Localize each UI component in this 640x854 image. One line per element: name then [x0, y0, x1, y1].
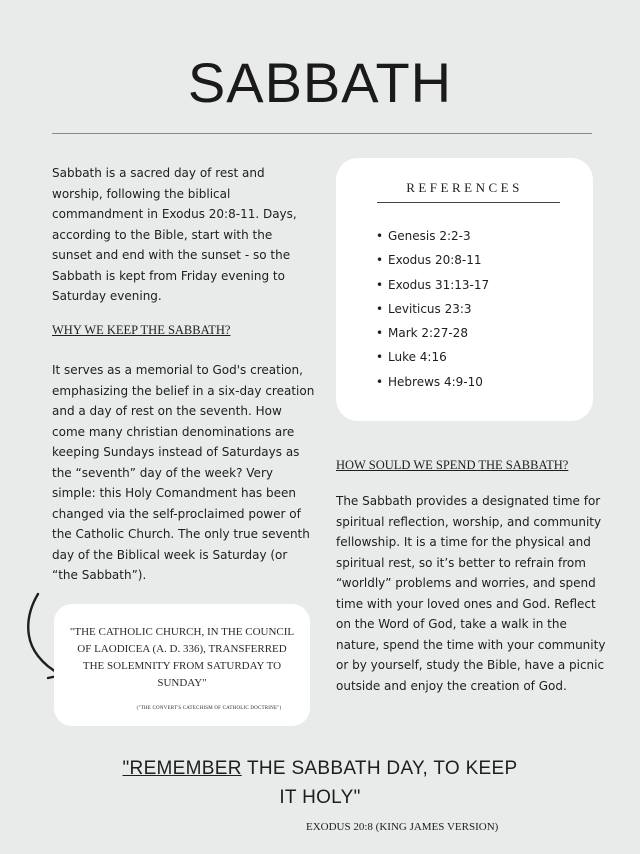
reference-item: • Genesis 2:2-3 [374, 224, 489, 248]
quote-source: ("THE CONVERT'S CATECHISM OF CATHOLIC DOCTRINE") [136, 706, 282, 711]
why-heading: WHY WE KEEP THE SABBATH? [52, 323, 231, 337]
references-list [374, 224, 489, 394]
page-title: SABBATH [187, 51, 453, 114]
verse-reference: EXODUS 20:8 (KING JAMES VERSION) [306, 821, 499, 833]
verse-line2: IT HOLY" [279, 787, 361, 808]
references-title: REFERENCES [406, 180, 523, 195]
title-divider [52, 133, 592, 134]
reference-item: • Exodus 20:8-11 [374, 248, 489, 272]
references-card [336, 158, 593, 421]
verse-emphasis: "REMEMBER [122, 758, 242, 779]
why-paragraph: It serves as a memorial to God's creation, emphasizing the belief in a six-day creation and a day of rest on the seventh. How come many christian denominations are keeping Sundays instead of Saturdays as the “seventh” day of the week? Very simple: this Holy Comandment has been changed via the self-proclaimed power of the Catholic Church. The only true seventh day of the Biblical week is Saturday (or “the Sabbath”). [52, 363, 315, 582]
how-paragraph: The Sabbath provides a designated time for spiritual reflection, worship, and community fellowship. It is a time for the physical and spiritual rest, so it’s better to refrain from “worldly” problems and worries, and spend time with your loved ones and God. Reflect on the Word of God, take a walk in the nature, spend the time with your community or by yourself, study the Bible, have a picnic outside and enjoy the creation of God. [336, 494, 606, 693]
quote-card [54, 604, 310, 726]
reference-item: • Leviticus 23:3 [374, 297, 489, 321]
how-heading: HOW SOULD WE SPEND THE SABBATH? [336, 458, 569, 472]
references-divider [377, 202, 560, 203]
reference-item: • Luke 4:16 [374, 345, 489, 369]
bible-verse [60, 754, 580, 812]
reference-item: • Exodus 31:13-17 [374, 273, 489, 297]
reference-item: • Mark 2:27-28 [374, 321, 489, 345]
intro-paragraph: Sabbath is a sacred day of rest and worship, following the biblical commandment in Exodus 20:8-11. Days, according to the Bible, start with the sunset and end with the sunset - so the Sabbath is kept from Friday evening to Saturday evening. [52, 166, 297, 303]
reference-item: • Hebrews 4:9-10 [374, 370, 489, 394]
quote-text: "THE CATHOLIC CHURCH, IN THE COUNCIL OF LAODICEA (A. D. 336), TRANSFERRED THE SOLEMNITY FROM SATURDAY TO SUNDAY" [69, 626, 295, 689]
verse-line1-rest: THE SABBATH DAY, TO KEEP [241, 758, 518, 779]
